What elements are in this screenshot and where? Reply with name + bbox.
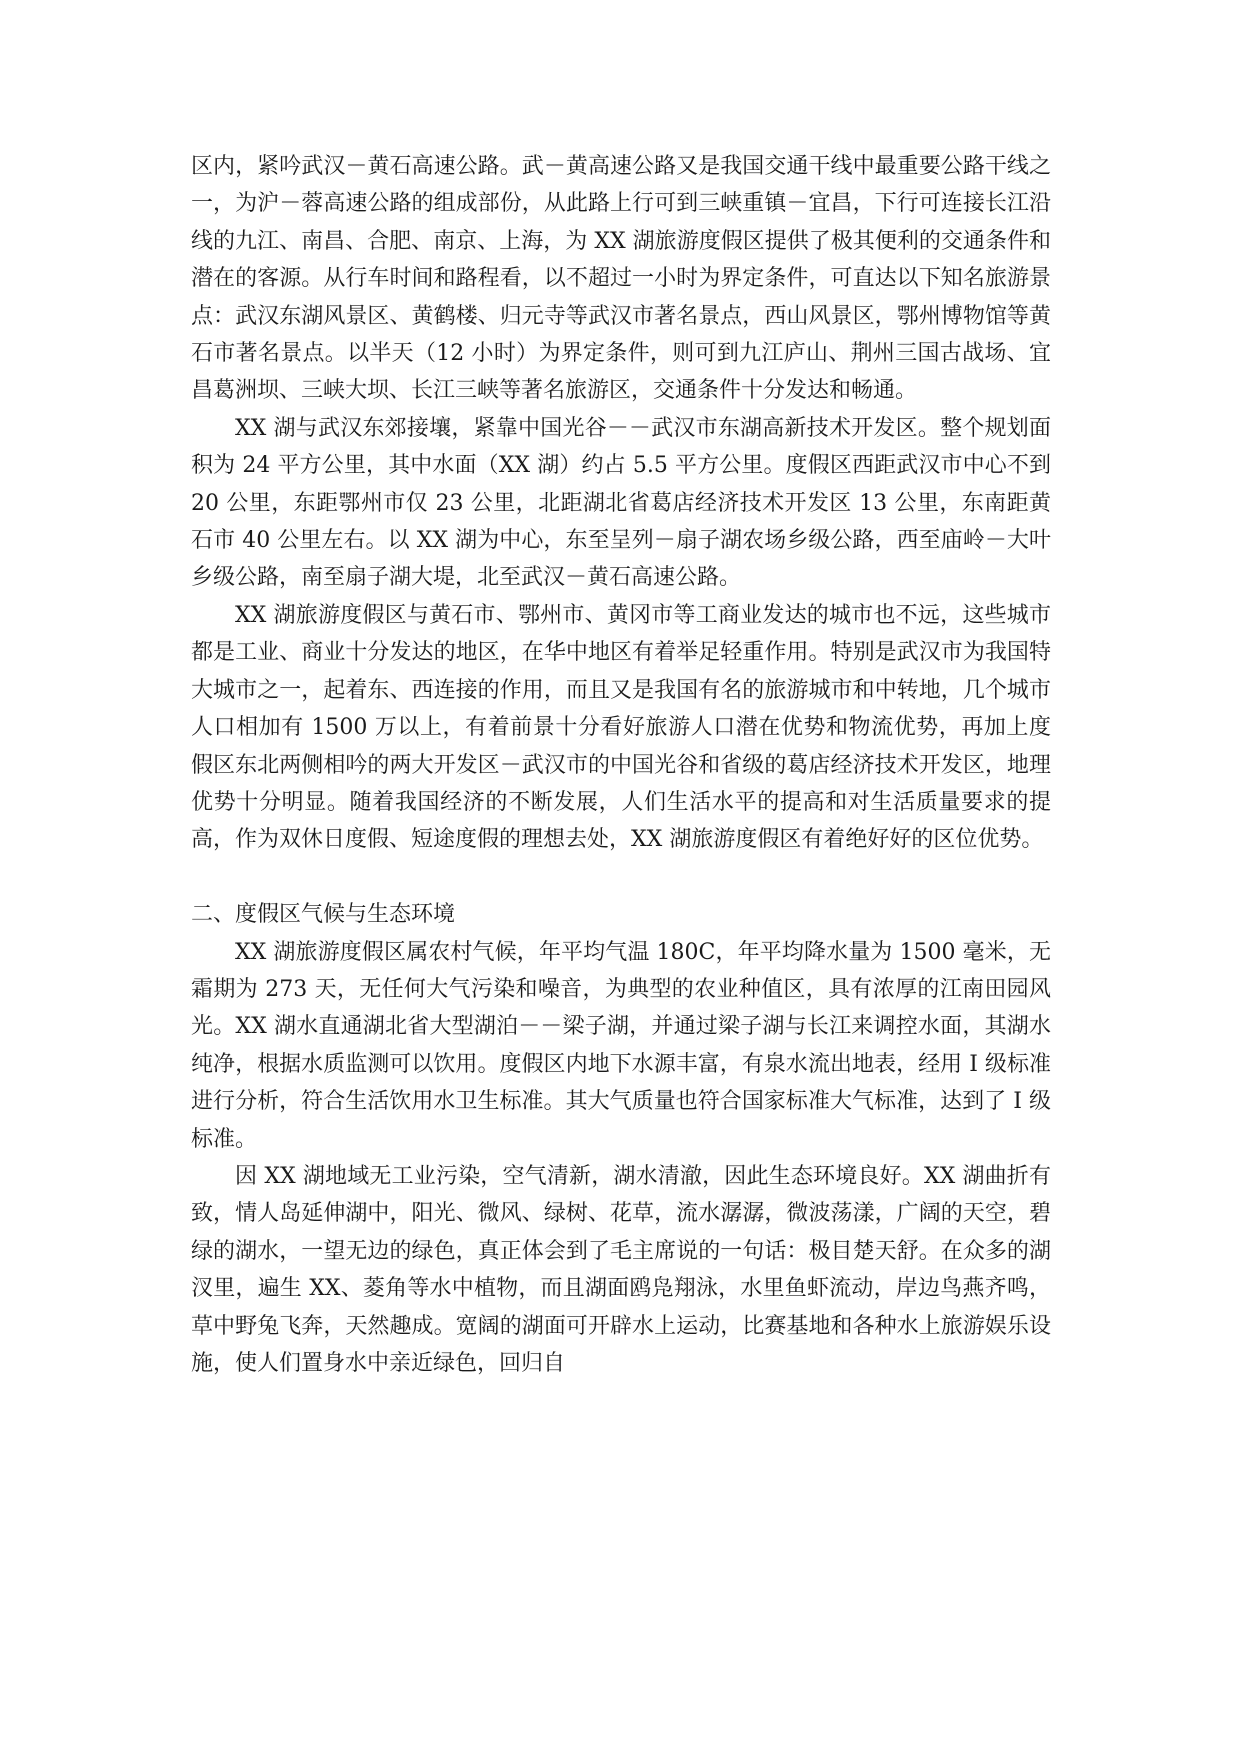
paragraph-location: XX 湖与武汉东郊接壤，紧靠中国光谷－－武汉市东湖高新技术开发区。整个规划面积为 24 平方公里，其中水面（XX 湖）约占 5.5 平方公里。度假区西距武汉市中心不到 20 公里，东距鄂州市仅 23 公里，北距湖北省葛店经济技术开发区 13 公里，东南距黄石市 40 公里左右。以 XX 湖为中心，东至呈列－扇子湖农场乡级公路，西至庙岭－大叶乡级公路，南至扇子湖大堤，北至武汉－黄石高速公路。 bbox=[191, 415, 1051, 591]
paragraph-ecology: 因 XX 湖地域无工业污染，空气清新，湖水清澈，因此生态环境良好。XX 湖曲折有致，情人岛延伸湖中，阳光、微风、绿树、花草，流水潺潺，微波荡漾，广阔的天空，碧绿的湖水，一望无边的绿色，真正体会到了毛主席说的一句话：极目楚天舒。在众多的湖汊里，遍生 XX、菱角等水中植物，而且湖面鸥凫翔泳，水里鱼虾流动，岸边鸟燕齐鸣，草中野兔飞奔，天然趣成。宽阔的湖面可开辟水上运动，比赛基地和各种水上旅游娱乐设施，使人们置身水中亲近绿色，回归自 bbox=[191, 1163, 1051, 1376]
paragraph-climate: XX 湖旅游度假区属农村气候，年平均气温 180C，年平均降水量为 1500 毫米，无霜期为 273 天，无任何大气污染和噪音，为典型的农业种值区，具有浓厚的江南田园风光。XX 湖水直通湖北省大型湖泊－－梁子湖，并通过梁子湖与长江来调控水面，其湖水纯净，根据水质监测可以饮用。度假区内地下水源丰富，有泉水流出地表，经用 I 级标准进行分析，符合生活饮用水卫生标准。其大气质量也符合国家标准大气标准，达到了 I 级标准。 bbox=[191, 939, 1051, 1152]
section-heading: 二、度假区气候与生态环境 bbox=[191, 902, 456, 928]
paragraph-transport: 区内，紧吟武汉－黄石高速公路。武－黄高速公路又是我国交通干线中最重要公路干线之一，为沪－蓉高速公路的组成部份，从此路上行可到三峡重镇－宜昌，下行可连接长江沿线的九江、南昌、合肥、南京、上海，为 XX 湖旅游度假区提供了极其便利的交通条件和潜在的客源。从行车时间和路程看，以不超过一小时为界定条件，可直达以下知名旅游景点：武汉东湖风景区、黄鹤楼、归元寺等武汉市著名景点，西山风景区，鄂州博物馆等黄石市著名景点。以半天（12 小时）为界定条件，则可到九江庐山、荆州三国古战场、宜昌葛洲坝、三峡大坝、长江三峡等著名旅游区，交通条件十分发达和畅通。 bbox=[191, 154, 1051, 404]
paragraph-regional-advantage: XX 湖旅游度假区与黄石市、鄂州市、黄冈市等工商业发达的城市也不远，这些城市都是工业、商业十分发达的地区，在华中地区有着举足轻重作用。特别是武汉市为我国特大城市之一，起着东、西连接的作用，而且又是我国有名的旅游城市和中转地，几个城市人口相加有 1500 万以上，有着前景十分看好旅游人口潜在优势和物流优势，再加上度假区东北两侧相吟的两大开发区－武汉市的中国光谷和省级的葛店经济技术开发区，地理优势十分明显。随着我国经济的不断发展，人们生活水平的提高和对生活质量要求的提高，作为双休日度假、短途度假的理想去处，XX 湖旅游度假区有着绝好好的区位优势。 bbox=[191, 602, 1051, 853]
document-body bbox=[191, 148, 1051, 1382]
